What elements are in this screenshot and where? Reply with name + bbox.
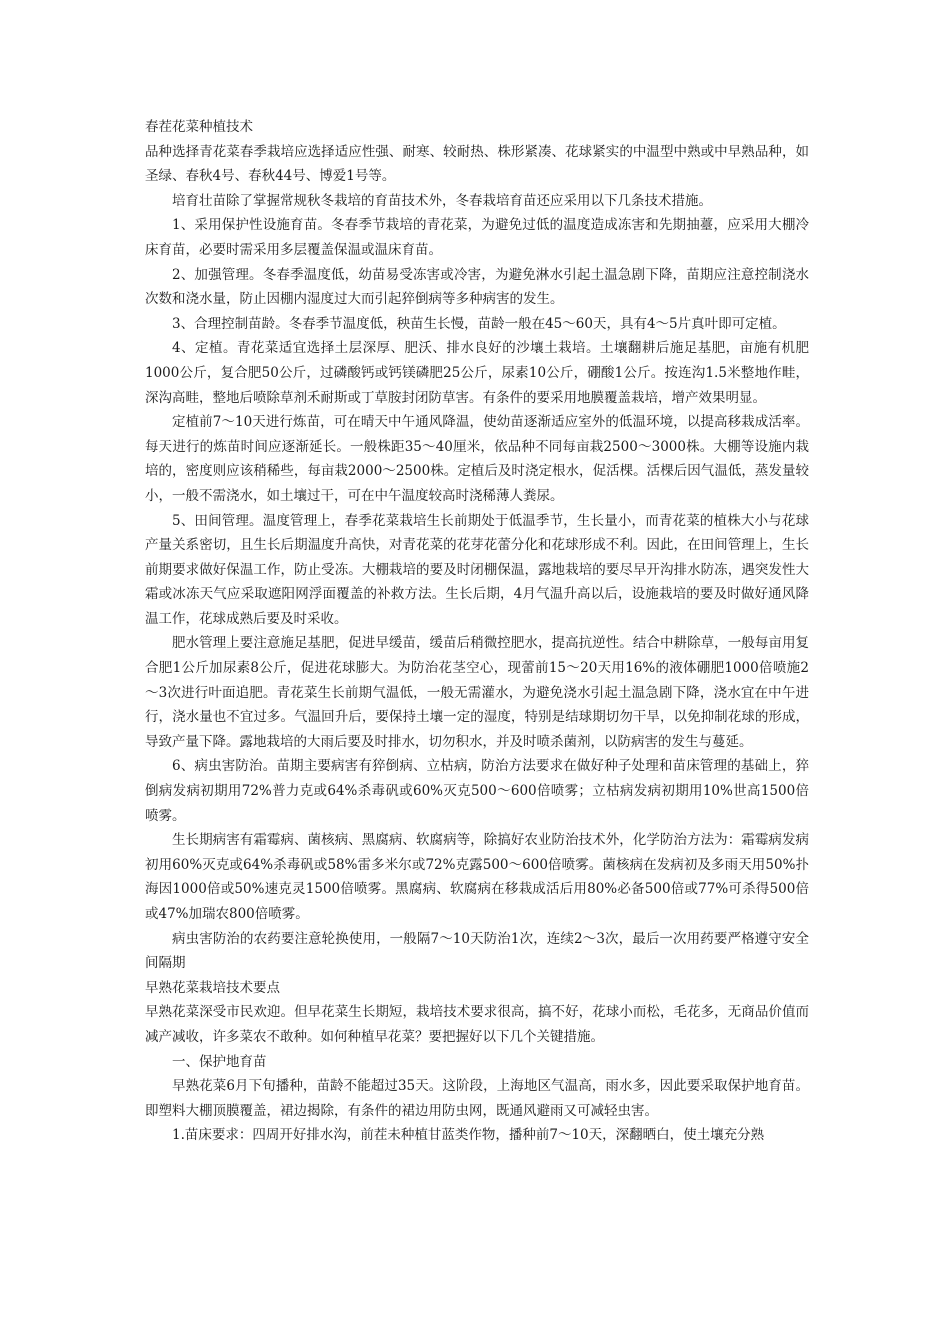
paragraph-variety-selection: 品种选择青花菜春季栽培应选择适应性强、耐寒、较耐热、株形紧凑、花球紧实的中温型中熟或中早熟品种，如圣绿、春秋4号、春秋44号、博爱1号等。 — [145, 143, 809, 185]
paragraph-seedbed: 1.苗床要求：四周开好排水沟，前茬未种植甘蓝类作物，播种前7～10天，深翻晒白，使土壤充分熟 — [172, 1127, 765, 1144]
document-title: 春茬花菜种植技术 — [145, 119, 253, 135]
paragraph-step-2: 2、加强管理。冬春季温度低，幼苗易受冻害或冷害，为避免淋水引起土温急剧下降，苗期应注意控制浇水次数和浇水量，防止因棚内湿度过大而引起猝倒病等多种病害的发生。 — [145, 266, 809, 308]
paragraph-step-1: 1、采用保护性设施育苗。冬春季节栽培的青花菜，为避免过低的温度造成冻害和先期抽薹，应采用大棚冷床育苗，必要时需采用多层覆盖保温或温床育苗。 — [145, 217, 809, 258]
paragraph-early-intro: 早熟花菜深受市民欢迎。但早花菜生长期短，栽培技术要求很高，搞不好，花球小而松，毛花多，无商品价值而减产减收，许多菜农不敢种。如何种植早花菜？要把握好以下几个关键措施。 — [145, 1004, 809, 1045]
subheading-protected-nursery: 一、保护地育苗 — [172, 1053, 267, 1070]
paragraph-step-6: 6、病虫害防治。苗期主要病害有猝倒病、立枯病，防治方法要求在做好种子处理和苗床管理的基础上，猝倒病发病初期用72%普力克或64%杀毒矾或60%灭克500～600倍喷雾；立枯病发病初期用10%世高1500倍喷雾。 — [145, 758, 809, 824]
document-page — [145, 115, 809, 1148]
section-heading-early: 早熟花菜栽培技术要点 — [145, 979, 280, 996]
paragraph-sowing-time: 早熟花菜6月下旬播种，苗龄不能超过35天。这阶段，上海地区气温高，雨水多，因此要采取保护地育苗。即塑料大棚顶膜覆盖，裙边揭除，有条件的裙边用防虫网，既通风避雨又可减轻虫害。 — [145, 1078, 809, 1119]
paragraph-seedling-intro: 培育壮苗除了掌握常规秋冬栽培的育苗技术外，冬春栽培育苗还应采用以下几条技术措施。 — [172, 192, 712, 209]
paragraph-step-4: 4、定植。青花菜适宜选择土层深厚、肥沃、排水良好的沙壤土栽培。土壤翻耕后施足基肥，亩施有机肥1000公斤，复合肥50公斤，过磷酸钙或钙镁磷肥25公斤，尿素10公斤，硼酸1公斤。按连沟1.5米整地作畦，深沟高畦，整地后喷除草剂禾耐斯或丁草胺封闭防草害。有条件的要采用地膜覆盖栽培，增产效果明显。 — [145, 340, 809, 406]
paragraph-pesticide-rotation: 病虫害防治的农药要注意轮换使用，一般隔7～10天防治1次，连续2～3次，最后一次用药要严格遵守安全间隔期 — [145, 930, 809, 972]
paragraph-hardening: 定植前7～10天进行炼苗，可在晴天中午通风降温，使幼苗逐渐适应室外的低温环境，以提高移栽成活率。每天进行的炼苗时间应逐渐延长。一般株距35～40厘米，依品种不同每亩栽2500～3000株。大棚等设施内栽培的，密度则应该稍稀些，每亩栽2000～2500株。定植后及时浇定根水，促活棵。活棵后因气温低，蒸发量较小，一般不需浇水，如土壤过干，可在中午温度较高时浇稀薄人粪尿。 — [145, 414, 809, 504]
paragraph-fertilizer: 肥水管理上要注意施足基肥，促进早缓苗，缓苗后稍微控肥水，提高抗逆性。结合中耕除草，一般每亩用复合肥1公斤加尿素8公斤，促进花球膨大。为防治花茎空心，现蕾前15～20天用16%的液体硼肥1000倍喷施2～3次进行叶面追肥。青花菜生长前期气温低，一般无需灌水，为避免浇水引起土温急剧下降，浇水宜在中午进行，浇水量也不宜过多。气温回升后，要保持土壤一定的湿度，特别是结球期切勿干旱，以免抑制花球的形成，导致产量下降。露地栽培的大雨后要及时排水，切勿积水，并及时喷杀菌剂，以防病害的发生与蔓延。 — [145, 635, 809, 750]
paragraph-step-5: 5、田间管理。温度管理上，春季花菜栽培生长前期处于低温季节，生长量小，而青花菜的植株大小与花球产量关系密切，且生长后期温度升高快，对青花菜的花芽花蕾分化和花球形成不利。因此，在田间管理上，生长前期要求做好保温工作，防止受冻。大棚栽培的要及时闭棚保温，露地栽培的要尽早开沟排水防冻，遇突发性大霜或冰冻天气应采取遮阳网浮面覆盖的补救方法。生长后期，4月气温升高以后，设施栽培的要及时做好通风降温工作，花球成熟后要及时采收。 — [145, 512, 809, 627]
paragraph-step-3: 3、合理控制苗龄。冬春季节温度低，秧苗生长慢，苗龄一般在45～60天，具有4～5片真叶即可定植。 — [172, 315, 786, 332]
paragraph-growth-diseases: 生长期病害有霜霉病、菌核病、黑腐病、软腐病等，除搞好农业防治技术外，化学防治方法为：霜霉病发病初用60%灭克或64%杀毒矾或58%雷多米尔或72%克露500～600倍喷雾。菌核病在发病初及多雨天用50%扑海因1000倍或50%速克灵1500倍喷雾。黑腐病、软腐病在移栽成活后用80%必备500倍或77%可杀得500倍或47%加瑞农800倍喷雾。 — [145, 832, 809, 922]
